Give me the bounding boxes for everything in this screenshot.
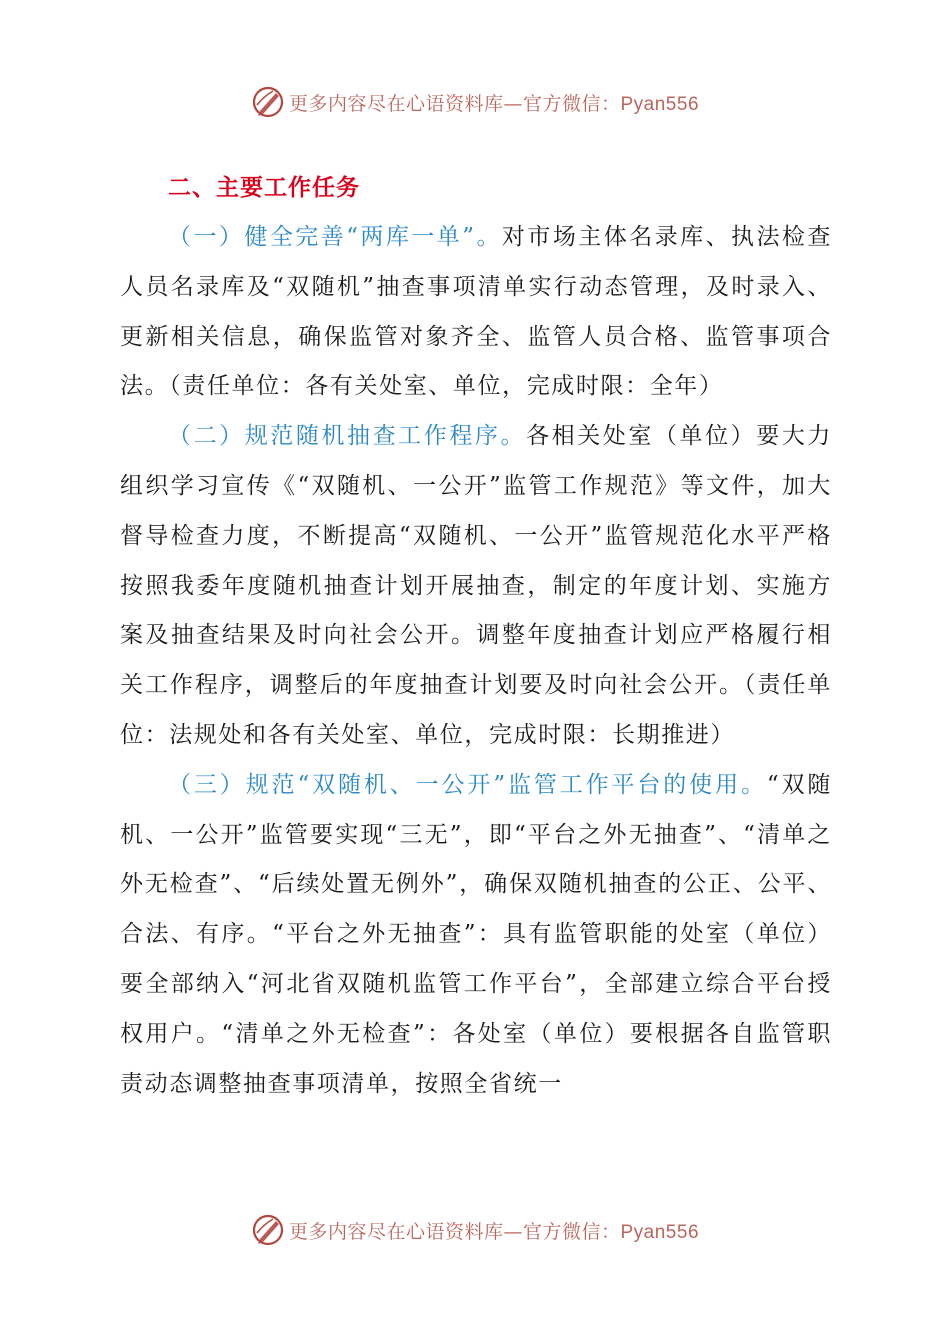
paragraph-3-body: “双随机、一公开”监管要实现“三无”，即“平台之外无抽查”、“清单之外无检查”、“后续处置无例外”，确保双随机抽查的公正、公平、合法、有序。“平台之外无抽查”：具有监管职能的处室（单位）要全部纳入“河北省双随机监管工作平台”，全部建立综合平台授权用户。“清单之外无检查”：各处室（单位）要根据各自监管职责动态调整抽查事项清单，按照全省统一 xyxy=(120,771,832,1097)
paragraph-2-lead: （二）规范随机抽查工作程序。 xyxy=(168,423,527,450)
watermark-wechat-id: Pyan556 xyxy=(620,1221,700,1243)
watermark-wechat-id: Pyan556 xyxy=(620,93,700,115)
paragraph-1-lead: （一）健全完善“两库一单”。 xyxy=(168,224,502,250)
watermark-header xyxy=(0,82,950,122)
watermark-text: 更多内容尽在心语资料库—官方微信：Pyan556 xyxy=(288,1220,700,1243)
section-heading: 二、主要工作任务 xyxy=(168,175,360,201)
paragraph-2 xyxy=(120,412,832,761)
pen-logo-icon xyxy=(251,1213,285,1247)
paragraph-2-body: 各相关处室（单位）要大力组织学习宣传《“双随机、一公开”监管工作规范》等文件，加大督导检查力度，不断提高“双随机、一公开”监管规范化水平严格按照我委年度随机抽查计划开展抽查，制定的年度计划、实施方案及抽查结果及时向社会公开。调整年度抽查计划应严格履行相关工作程序，调整后的年度抽查计划要及时向社会公开。（责任单位：法规处和各有关处室、单位，完成时限：长期推进） xyxy=(120,423,832,748)
paragraph-3 xyxy=(120,761,832,1110)
paragraph-1 xyxy=(120,213,832,412)
paragraph-1-body: 对市场主体名录库、执法检查人员名录库及“双随机”抽查事项清单实行动态管理，及时录入、更新相关信息，确保监管对象齐全、监管人员合格、监管事项合法。（责任单位：各有关处室、单位，完成时限：全年） xyxy=(120,224,832,400)
watermark-footer xyxy=(0,1210,950,1250)
watermark-text: 更多内容尽在心语资料库—官方微信：Pyan556 xyxy=(288,92,700,115)
pen-logo-icon xyxy=(251,85,285,119)
document-body xyxy=(120,163,832,1109)
paragraph-3-lead: （三）规范“双随机、一公开”监管工作平台的使用。 xyxy=(168,771,767,798)
